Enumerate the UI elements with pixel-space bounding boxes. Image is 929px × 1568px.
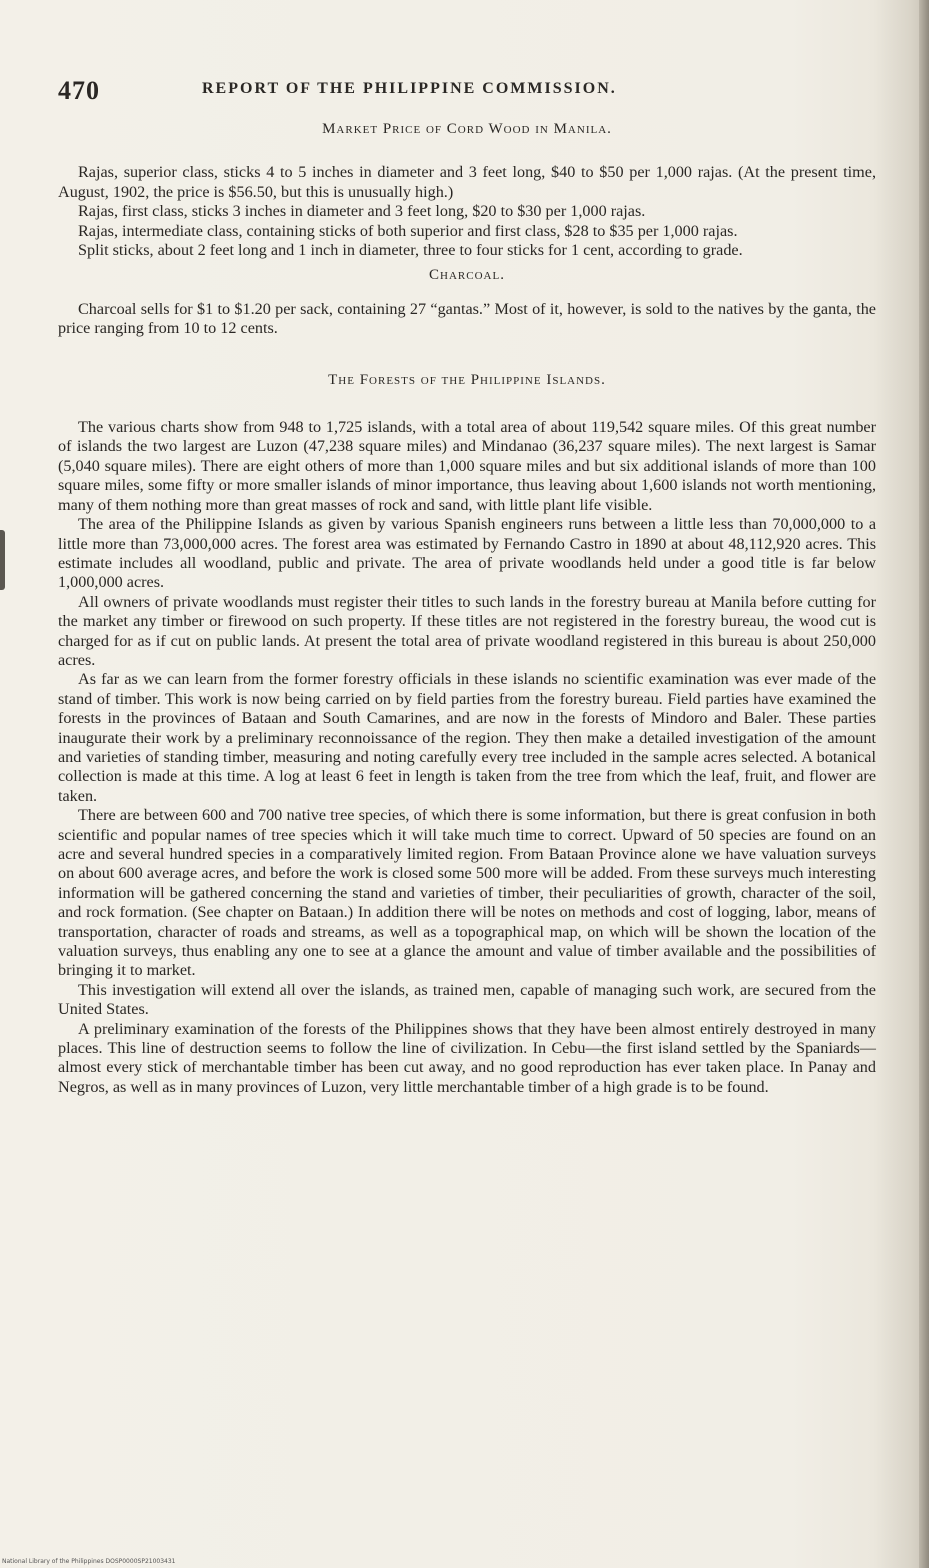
page-number: 470 xyxy=(58,76,100,105)
section-title-cord-wood: Market Price of Cord Wood in Manila. xyxy=(322,121,612,137)
paragraph: As far as we can learn from the former forestry officials in these islands no scientific examination was ever made of the stand of timber. This work is now being carried on by field parties from the forestry bureau. Field parties have examined the forests in the provinces of Bataan and South Camarines, and are now in the forests of Mindoro and Baler. These parties inaugurate their work by a preliminary reconnoissance of the region. They then make a detailed investigation of the amount and varieties of standing timber, measuring and noting carefully every tree included in the sample acres selected. A botanical collection is made at this time. A log at least 6 feet in length is taken from the tree from which the leaf, fruit, and flower are taken. xyxy=(58,670,876,805)
scan-source-footer: National Library of the Philippines DOSP0000SP21003431 xyxy=(2,1558,176,1565)
paragraph: Split sticks, about 2 feet long and 1 inch in diameter, three to four sticks for 1 cent, according to grade. xyxy=(78,241,743,260)
paragraph: The area of the Philippine Islands as given by various Spanish engineers runs between a little less than 70,000,000 to a little more than 73,000,000 acres. The forest area was estimated by Fernando Castro in 1890 at about 48,112,920 acres. This estimate includes all woodland, public and private. The area of private woodlands held under a good title is far below 1,000,000 acres. xyxy=(58,515,876,592)
book-spine-shadow xyxy=(919,0,929,1568)
paragraph: A preliminary examination of the forests of the Philippines shows that they have been almost entirely destroyed in many places. This line of destruction seems to follow the line of civilization. In Cebu—the first island settled by the Spaniards—almost every stick of merchantable timber has been cut away, and no good reproduction has ever taken place. In Panay and Negros, as well as in many provinces of Luzon, very little merchantable timber of a high grade is to be found. xyxy=(58,1019,876,1096)
section-title-charcoal: Charcoal. xyxy=(429,267,505,284)
paragraph: Rajas, intermediate class, containing sticks of both superior and first class, $28 to $35 per 1,000 rajas. xyxy=(78,221,738,240)
paragraph: All owners of private woodlands must register their titles to such lands in the forestry bureau at Manila before cutting for the market any timber or firewood on such property. If these titles are not registered in the forestry bureau, the wood cut is charged for as if cut on public lands. At present the total area of private woodland registered in this bureau is about 250,000 acres. xyxy=(58,592,876,669)
paragraph: There are between 600 and 700 native tree species, of which there is some information, but there is great confusion in both scientific and popular names of tree species which it will take much time to correct. Upward of 50 species are found on an acre and several hundred species in a comparatively limited region. From Bataan Province alone we have valuation surveys on about 600 average acres, and before the work is closed some 500 more will be added. From these surveys much interesting information will be gathered concerning the stand and varieties of timber, their peculiarities of growth, character of the soil, and rock formation. (See chapter on Bataan.) In addition there will be notes on methods and cost of logging, labor, means of transportation, character of roads and streams, as well as a topographical map, on which will be shown the location of the valuation surveys, thus enabling any one to see at a glance the amount and value of timber available and the possibilities of bringing it to market. xyxy=(58,806,876,980)
paragraph: This investigation will extend all over the islands, as trained men, capable of managing such work, are secured from the United States. xyxy=(58,980,876,1019)
scan-edge-mark xyxy=(0,530,5,590)
paragraph: Rajas, first class, sticks 3 inches in diameter and 3 feet long, $20 to $30 per 1,000 rajas. xyxy=(78,202,646,221)
running-title: REPORT OF THE PHILIPPINE COMMISSION. xyxy=(202,80,617,97)
paragraph: Rajas, superior class, sticks 4 to 5 inches in diameter and 3 feet long, $40 to $50 per 1,000 rajas. (At the present time, August, 1902, the price is $56.50, but this is unusually high.) xyxy=(58,163,876,201)
page-header xyxy=(58,76,878,110)
paragraph: The various charts show from 948 to 1,725 islands, with a total area of about 119,542 square miles. Of this great number of islands the two largest are Luzon (47,238 square miles) and Mindanao (36,237 square miles). The next largest is Samar (5,040 square miles). There are eight others of more than 1,000 square miles and but six additional islands of more than 100 square miles, some fifty or more smaller islands of minor importance, thus leaving about 1,600 islands not worth mentioning, many of them nothing more than great masses of rock and sand, with little plant life visible. xyxy=(58,418,876,514)
page-body xyxy=(58,120,876,1097)
section-title-forests: The Forests of the Philippine Islands. xyxy=(328,371,606,388)
paragraph: Charcoal sells for $1 to $1.20 per sack, containing 27 “gantas.” Most of it, however, is sold to the natives by the ganta, the price ranging from 10 to 12 cents. xyxy=(58,299,876,338)
